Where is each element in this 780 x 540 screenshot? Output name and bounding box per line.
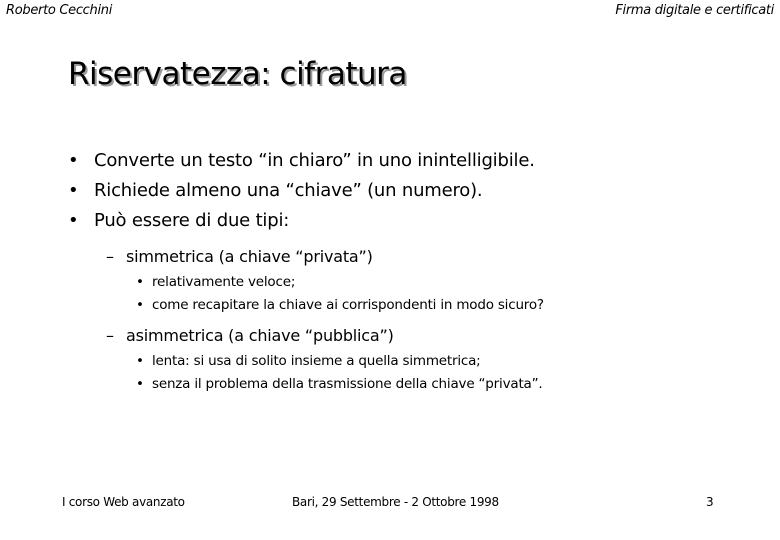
bullet-item: • Richiede almeno una “chiave” (un numero).	[68, 176, 535, 206]
asymmetric-notes-list	[136, 350, 726, 396]
footer-event: Bari, 29 Settembre - 2 Ottobre 1998	[292, 495, 499, 509]
note-item: • lenta: si usa di solito insieme a quella simmetrica;	[136, 350, 726, 373]
page-number: 3	[706, 495, 714, 509]
symmetric-section	[106, 243, 726, 317]
main-bullet-list	[68, 146, 535, 236]
bullet-item: • Converte un testo “in chiaro” in uno inintelligibile.	[68, 146, 535, 176]
sub-bullet-symmetric: – simmetrica (a chiave “privata”)	[106, 243, 726, 271]
header-author: Roberto Cecchini	[6, 3, 113, 18]
slide-title: Riservatezza: cifratura	[68, 56, 407, 92]
asymmetric-section	[106, 322, 726, 396]
sub-bullet-asymmetric: – asimmetrica (a chiave “pubblica”)	[106, 322, 726, 350]
header-topic: Firma digitale e certificati	[615, 3, 774, 18]
note-item: • senza il problema della trasmissione della chiave “privata”.	[136, 373, 726, 396]
note-item: • come recapitare la chiave ai corrispondenti in modo sicuro?	[136, 294, 726, 317]
bullet-item: • Può essere di due tipi:	[68, 206, 535, 236]
footer-course: I corso Web avanzato	[62, 495, 185, 509]
symmetric-notes-list	[136, 271, 726, 317]
note-item: • relativamente veloce;	[136, 271, 726, 294]
